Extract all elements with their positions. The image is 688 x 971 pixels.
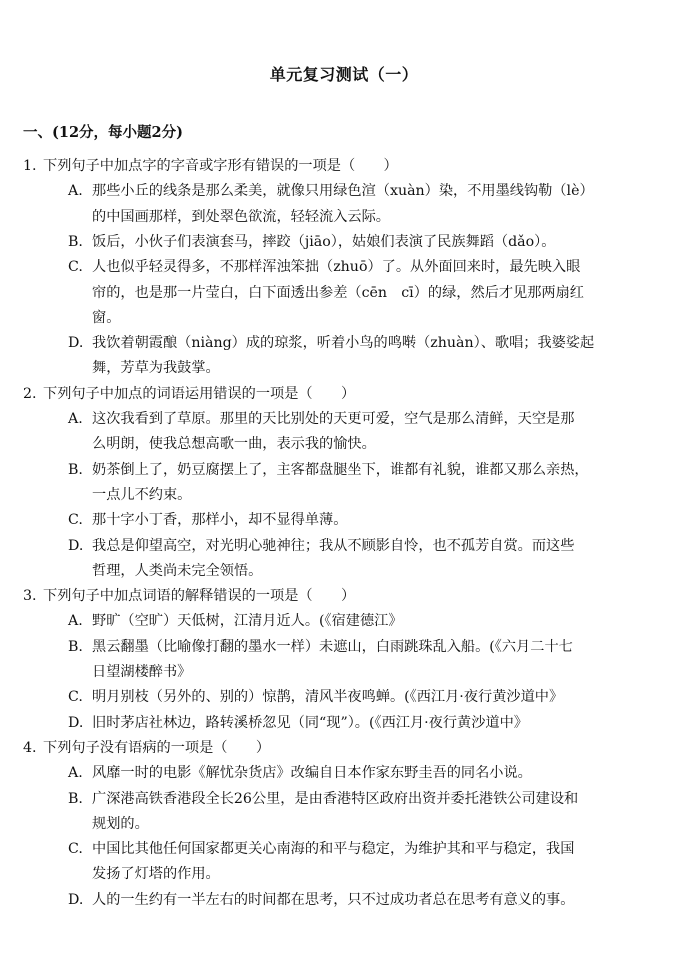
option-line	[92, 864, 220, 884]
option-text: 这次我看到了草原。那里的天比别处的天更可爱，空气是那么清鲜，天空是那	[92, 411, 575, 427]
option-label: C.	[68, 259, 83, 276]
option-line	[68, 637, 573, 657]
option-label: B.	[68, 790, 83, 807]
option-line	[92, 662, 191, 682]
option-line	[68, 763, 532, 783]
option-text: 旧时茅店社林边，路转溪桥忽见（同“现”）。(《西江月·夜行黄沙道中》	[92, 714, 528, 731]
option-text: 帘的，也是那一片莹白，白下面透出参差（cēn cī）的绿，然后才见那两扇红	[92, 284, 584, 301]
option-label: B.	[68, 461, 83, 478]
question-number: 1.	[23, 158, 37, 174]
option-text: 规划的。	[92, 815, 149, 832]
page-title: 单元复习测试（一）	[269, 65, 419, 84]
option-text: 饭后，小伙子们表演套马，摔跤（jiāo），姑娘们表演了民族舞蹈（dǎo）。	[92, 233, 556, 250]
option-text: 窗。	[92, 309, 121, 326]
option-text: 我总是仰望高空，对光明心驰神往；我从不顾影自怜，也不孤芳自赏。而这些	[92, 537, 575, 554]
option-text: 舞，芳草为我鼓掌。	[92, 360, 220, 377]
option-label: A.	[68, 183, 83, 200]
question-stem	[23, 156, 398, 176]
option-line	[92, 358, 220, 378]
question-stem	[23, 738, 270, 758]
option-text: 那十字小丁香，那样小，却不显得单薄。	[92, 512, 348, 529]
question-text: 下列句子中加点字的字音或字形有错误的一项是（ ）	[43, 158, 398, 174]
option-label: D.	[68, 891, 84, 908]
option-label: D.	[68, 335, 84, 352]
option-text: 日望湖楼醉书》	[92, 664, 192, 680]
option-text: 么明朗，使我总想高歌一曲，表示我的愉快。	[92, 436, 376, 453]
option-line	[92, 561, 262, 581]
option-line	[92, 434, 376, 454]
option-text: 发扬了灯塔的作用。	[92, 866, 220, 883]
option-label: A.	[68, 411, 83, 427]
section-heading: 一、(12分，每小题2分)	[23, 124, 183, 141]
question-stem	[23, 384, 355, 404]
option-line	[68, 536, 574, 556]
option-line	[68, 510, 347, 530]
option-text: 的中国画那样，到处翠色欲流，轻轻流入云际。	[92, 208, 390, 225]
question-stem	[23, 586, 355, 606]
option-text: 我饮着朝霞酿（niàng）成的琼浆，听着小鸟的鸣啭（zhuàn）、歌唱；我婆娑起	[92, 335, 595, 352]
option-line	[92, 485, 191, 505]
option-text: 风靡一时的电影《解忧杂货店》改编自日本作家东野圭吾的同名小说。	[92, 765, 532, 782]
question-text: 下列句子中加点的词语运用错误的一项是（ ）	[43, 385, 356, 402]
option-label: A.	[68, 613, 83, 630]
option-line	[68, 713, 528, 733]
option-text: 野旷（空旷）天低树，江清月近人。(《宿建德江》	[92, 613, 403, 630]
option-line	[68, 687, 563, 707]
question-text: 下列句子中加点词语的解释错误的一项是（ ）	[43, 588, 356, 605]
option-line	[68, 460, 589, 480]
option-label: B.	[68, 638, 83, 655]
question-number: 3.	[23, 588, 37, 605]
option-label: D.	[68, 714, 84, 731]
option-text: 人也似乎轻灵得多，不那样浑浊笨拙（zhuō）了。从外面回来时，最先映入眼	[92, 259, 581, 276]
option-label: C.	[68, 841, 83, 858]
option-text: 那些小丘的线条是那么柔美，就像只用绿色渲（xuàn）染，不用墨线钩勒（lè）	[92, 183, 594, 200]
question-text: 下列句子没有语病的一项是（ ）	[43, 739, 271, 756]
option-label: D.	[68, 537, 84, 554]
option-text: 人的一生约有一半左右的时间都在思考，只不过成功者总在思考有意义的事。	[92, 891, 575, 908]
option-label: C.	[68, 689, 83, 706]
option-text: 中国比其他任何国家都更关心南海的和平与稳定，为维护其和平与稳定，我国	[92, 841, 575, 858]
option-line	[92, 308, 120, 328]
option-line	[92, 814, 149, 834]
option-text: 黑云翻墨（比喻像打翻的墨水一样）未遮山，白雨跳珠乱入船。(《六月二十七	[92, 638, 573, 655]
option-line	[92, 283, 584, 303]
option-label: B.	[68, 233, 83, 250]
option-label: C.	[68, 512, 83, 529]
question-number: 2.	[23, 385, 37, 402]
option-text: 明月别枝（另外的、别的）惊鹊，清风半夜鸣蝉。(《西江月·夜行黄沙道中》	[92, 689, 564, 706]
option-line	[68, 890, 574, 910]
option-line	[68, 257, 580, 277]
option-line	[68, 333, 594, 353]
option-line	[68, 789, 578, 809]
option-line	[68, 409, 574, 429]
option-text: 广深港高铁香港段全长26公里，是由香港特区政府出资并委托港铁公司建设和	[92, 790, 579, 807]
option-label: A.	[68, 765, 83, 782]
option-text: 哲理，人类尚未完全领悟。	[92, 562, 263, 579]
option-line	[68, 232, 555, 252]
option-text: 一点儿不约束。	[92, 486, 192, 503]
option-line	[68, 839, 574, 859]
option-line	[68, 611, 403, 631]
option-line	[92, 207, 390, 227]
question-number: 4.	[23, 739, 37, 756]
option-line	[68, 181, 594, 201]
option-text: 奶茶倒上了，奶豆腐摆上了，主客都盘腿坐下，谁都有礼貌，谁都又那么亲热，	[92, 461, 589, 478]
